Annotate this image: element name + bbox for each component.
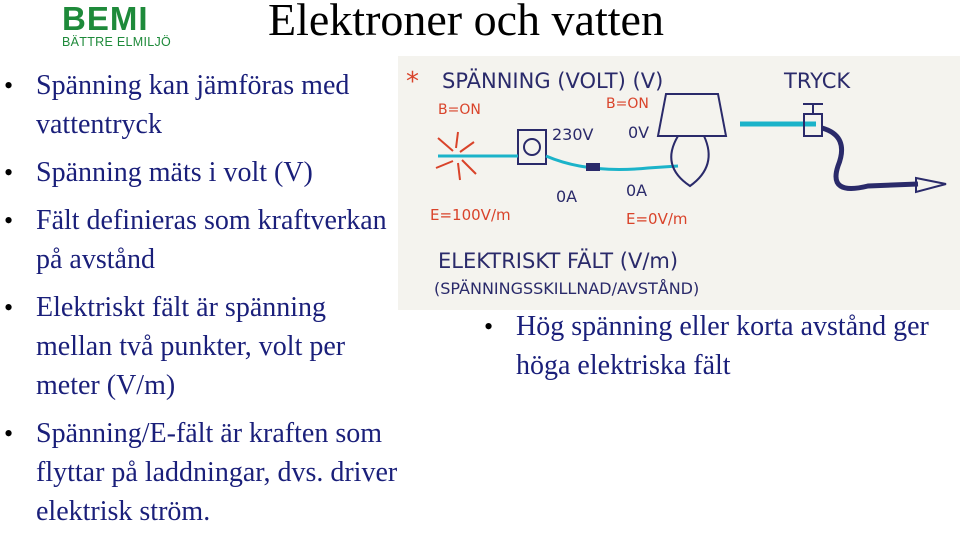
logo-sub-text: BÄTTRE ELMILJÖ bbox=[62, 35, 172, 49]
plug-icon bbox=[586, 163, 600, 171]
e-field-left-label: E=100V/m bbox=[430, 206, 511, 224]
right-bullet-list bbox=[480, 307, 950, 394]
amp-right-label: 0A bbox=[626, 181, 648, 200]
amp-left-label: 0A bbox=[556, 187, 578, 206]
pressure-heading: TRYCK bbox=[784, 69, 851, 93]
bemi-logo bbox=[62, 2, 182, 50]
bullet-item: • Spänning/E-fält är kraften som flyttar på laddningar, dvs. driver elektrisk ström. bbox=[0, 414, 400, 531]
field-title: ELEKTRISKT FÄLT (V/m) bbox=[438, 249, 679, 273]
field-formula: (SPÄNNINGSSKILLNAD/AVSTÅND) bbox=[434, 279, 700, 298]
hand-drawing-illustration bbox=[398, 56, 960, 310]
logo-main-text: BEMI bbox=[62, 0, 149, 37]
b-left-label: B=ON bbox=[438, 102, 481, 118]
voltage-230-label: 230V bbox=[552, 125, 594, 144]
left-bullet-list bbox=[0, 66, 400, 540]
bullet-item: • Spänning kan jämföras med vattentryck bbox=[0, 66, 400, 144]
bullet-item: • Elektriskt fält är spänning mellan två punkter, volt per meter (V/m) bbox=[0, 288, 400, 405]
bullet-item: • Hög spänning eller korta avstånd ger höga elektriska fält bbox=[480, 307, 950, 385]
e-field-right-label: E=0V/m bbox=[626, 210, 688, 228]
star-mark: * bbox=[406, 67, 419, 97]
bullet-item: • Spänning mäts i volt (V) bbox=[0, 153, 400, 192]
voltage-heading: SPÄNNING (VOLT) (V) bbox=[442, 69, 664, 93]
bullet-item: • Fält definieras som kraftverkan på avstånd bbox=[0, 201, 400, 279]
slide-title: Elektroner och vatten bbox=[268, 0, 664, 45]
b-right-label: B=ON bbox=[606, 96, 649, 112]
voltage-0-label: 0V bbox=[628, 123, 650, 142]
